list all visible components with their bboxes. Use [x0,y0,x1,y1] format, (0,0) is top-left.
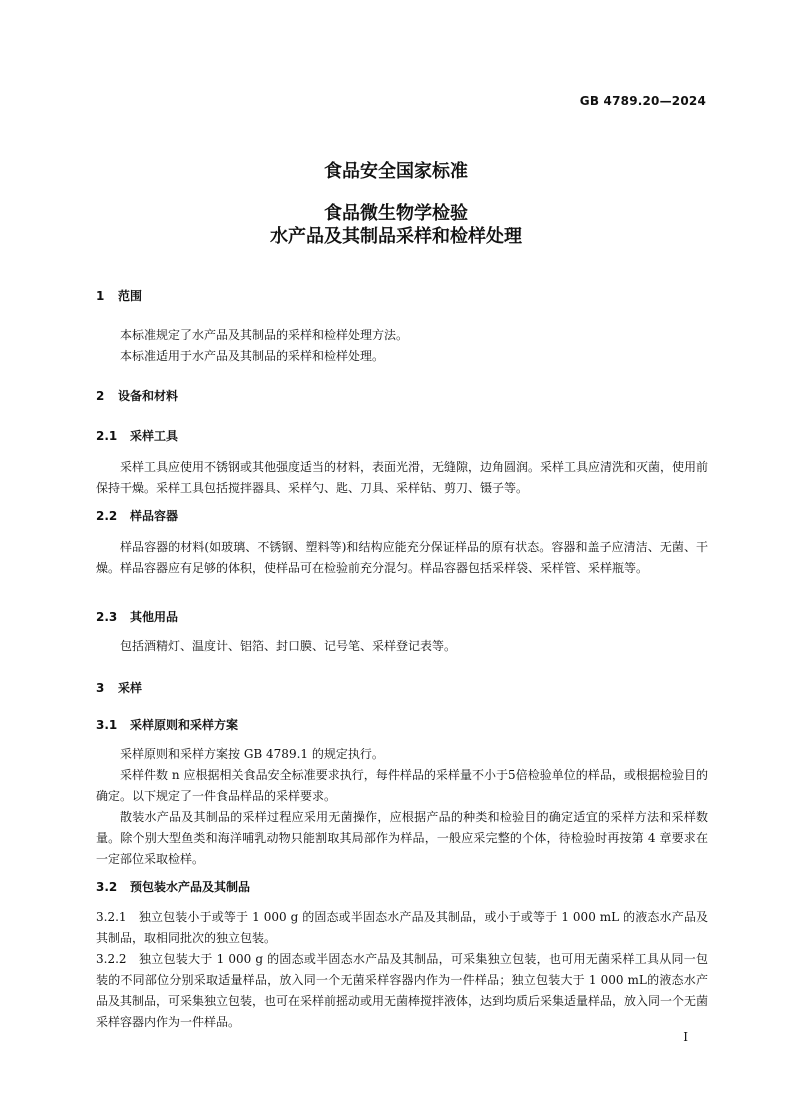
section-1-heading [96,288,142,304]
paragraph: 本标准适用于水产品及其制品的采样和检样处理。 [120,349,385,363]
section-title: 采样 [118,681,143,695]
section-number: 2 [96,389,105,403]
section-number: 2.2 [96,509,118,523]
clause-3-2-2: 3.2.2 独立包装大于 1 000 g 的固态或半固态水产品及其制品，可采集独立包装，也可用无菌采样工具从同一包装的不同部位分别采取适量样品，放入同一个无菌采样容器内作为一件样品；独立包装大于 1 000 mL的液态水产品及其制品，可采集独立包装，也可在采样前摇动或用无菌棒搅拌液体，达到均质后采集适量样品，放入同一个无菌采样容器内作为一件样品。 [96,952,709,1029]
section-number: 2.3 [96,610,118,624]
paragraph: 散装水产品及其制品的采样过程应采用无菌操作，应根据产品的种类和检验目的确定适宜的采样方法和采样数量。除个别大型鱼类和海洋哺乳动物只能割取其局部作为样品，一般应采完整的个体，待检验时再按第 4 章要求在一定部位采取检样。 [96,810,708,866]
paragraph: 采样工具应使用不锈钢或其他强度适当的材料，表面光滑，无缝隙，边角圆润。采样工具应清洗和灭菌，使用前保持干燥。采样工具包括搅拌器具、采样勺、匙、刀具、采样钻、剪刀、镊子等。 [96,460,709,495]
section-number: 3.1 [96,718,118,732]
section-number: 2.1 [96,429,118,443]
section-number: 3 [96,681,105,695]
section-2-1-heading [96,428,178,444]
paragraph: 采样件数 n 应根据相关食品安全标准要求执行，每件样品的采样量不小于5倍检验单位的样品，或根据检验目的确定。以下规定了一件食品样品的采样要求。 [96,768,708,803]
page-number: I [683,1030,688,1044]
section-title: 其他用品 [130,610,179,624]
section-3-2-heading [96,879,250,895]
section-number: 3.2 [96,880,118,894]
section-title: 样品容器 [130,509,179,523]
paragraph: 本标准规定了水产品及其制品的采样和检样处理方法。 [120,328,409,342]
section-title: 设备和材料 [118,389,179,403]
document-title-line2: 食品微生物学检验 [324,203,468,224]
clause-3-2-1: 3.2.1 独立包装小于或等于 1 000 g 的固态或半固态水产品及其制品，或小于或等于 1 000 mL 的液态水产品及其制品，取相同批次的独立包装。 [96,910,708,945]
section-2-3-heading [96,609,178,625]
section-number: 1 [96,289,105,303]
section-2-heading [96,388,178,404]
section-title: 预包装水产品及其制品 [130,880,251,894]
section-3-1-heading [96,717,238,733]
section-title: 范围 [118,289,143,303]
section-title: 采样原则和采样方案 [130,718,239,732]
section-title: 采样工具 [130,429,179,443]
document-title-line1: 食品安全国家标准 [324,161,468,182]
paragraph: 包括酒精灯、温度计、铝箔、封口膜、记号笔、采样登记表等。 [120,639,457,653]
paragraph: 样品容器的材料(如玻璃、不锈钢、塑料等)和结构应能充分保证样品的原有状态。容器和盖子应清洁、无菌、干燥。样品容器应有足够的体积，使样品可在检验前充分混匀。样品容器包括采样袋、采样管、采样瓶等。 [96,540,708,575]
standard-code: GB 4789.20—2024 [579,94,706,108]
section-2-2-heading [96,508,178,524]
section-3-heading [96,680,142,696]
document-title-line3: 水产品及其制品采样和检样处理 [270,226,522,247]
paragraph: 采样原则和采样方案按 GB 4789.1 的规定执行。 [120,747,384,761]
